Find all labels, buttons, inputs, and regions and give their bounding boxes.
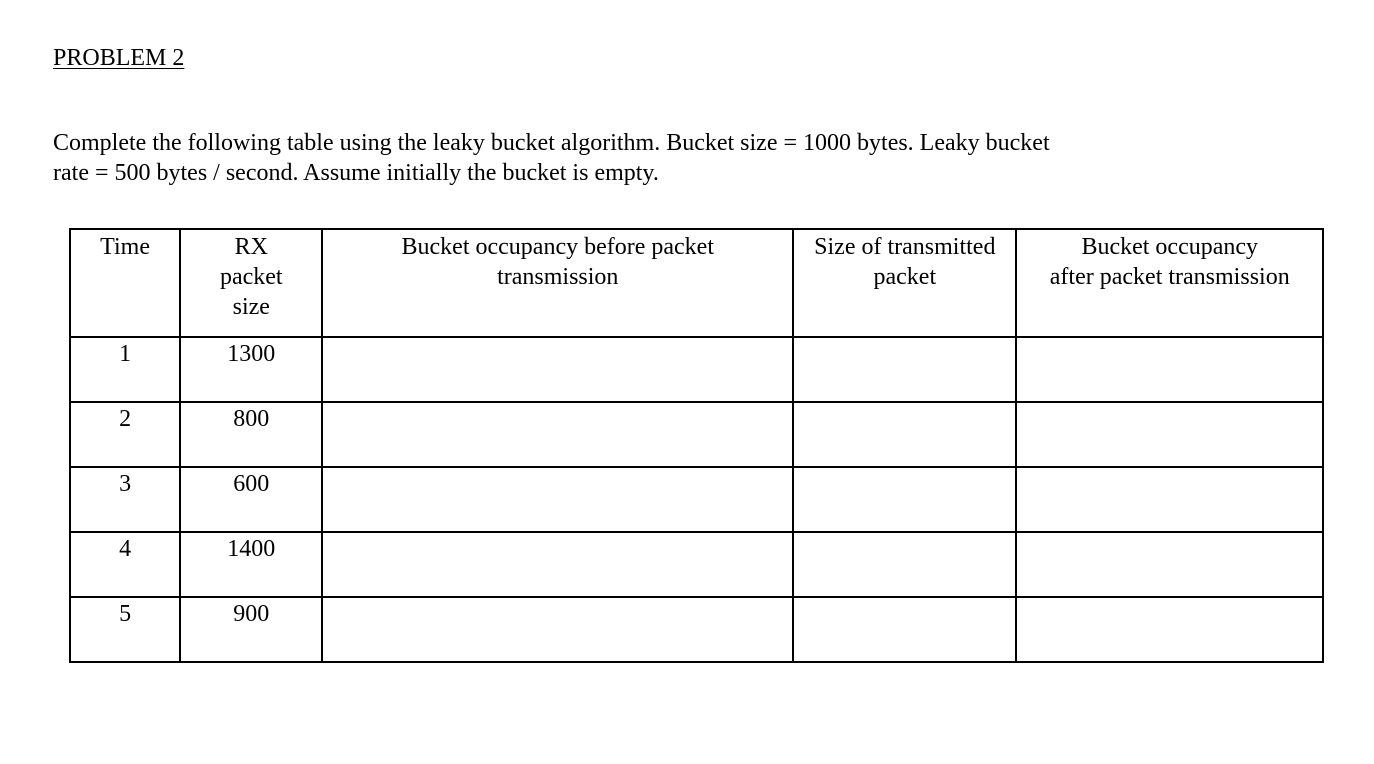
cell-time: 3 — [70, 467, 180, 532]
table-row — [70, 597, 1323, 662]
header-line: Size of transmitted — [814, 234, 996, 260]
cell-occupancy-before[interactable] — [322, 467, 793, 532]
header-line: transmission — [497, 264, 619, 290]
cell-transmitted-size[interactable] — [793, 532, 1016, 597]
cell-occupancy-before[interactable] — [322, 532, 793, 597]
cell-transmitted-size[interactable] — [793, 402, 1016, 467]
header-occupancy-before — [322, 229, 793, 337]
header-line: packet — [873, 264, 937, 290]
table-header-row — [70, 229, 1323, 337]
cell-rx-packet-size: 1400 — [180, 532, 322, 597]
cell-time: 2 — [70, 402, 180, 467]
header-line: Bucket occupancy — [1081, 234, 1259, 260]
table-row — [70, 467, 1323, 532]
instructions-line: Complete the following table using the leaky bucket algorithm. Bucket size = 1000 bytes. Leaky bucket — [53, 130, 1050, 156]
header-line: after packet transmission — [1049, 264, 1290, 290]
cell-rx-packet-size: 1300 — [180, 337, 322, 402]
cell-rx-packet-size: 800 — [180, 402, 322, 467]
header-rx-packet-size — [180, 229, 322, 337]
header-line: size — [232, 294, 270, 320]
table-row — [70, 532, 1323, 597]
cell-transmitted-size[interactable] — [793, 467, 1016, 532]
cell-occupancy-before[interactable] — [322, 337, 793, 402]
header-line: RX — [234, 234, 268, 260]
table-row — [70, 337, 1323, 402]
leaky-bucket-table — [69, 228, 1324, 663]
header-line: Bucket occupancy before packet — [401, 234, 715, 260]
cell-rx-packet-size: 900 — [180, 597, 322, 662]
cell-transmitted-size[interactable] — [793, 337, 1016, 402]
header-line: packet — [219, 264, 283, 290]
cell-occupancy-before[interactable] — [322, 597, 793, 662]
instructions-paragraph — [53, 128, 1333, 188]
header-occupancy-after — [1016, 229, 1323, 337]
header-line: Time — [100, 234, 150, 260]
cell-occupancy-after[interactable] — [1016, 337, 1323, 402]
cell-occupancy-after[interactable] — [1016, 532, 1323, 597]
cell-time: 5 — [70, 597, 180, 662]
cell-occupancy-after[interactable] — [1016, 467, 1323, 532]
cell-time: 4 — [70, 532, 180, 597]
page-title: PROBLEM 2 — [53, 45, 185, 71]
cell-transmitted-size[interactable] — [793, 597, 1016, 662]
instructions-line: rate = 500 bytes / second. Assume initially the bucket is empty. — [53, 160, 659, 186]
cell-time: 1 — [70, 337, 180, 402]
cell-occupancy-after[interactable] — [1016, 597, 1323, 662]
cell-occupancy-after[interactable] — [1016, 402, 1323, 467]
cell-occupancy-before[interactable] — [322, 402, 793, 467]
cell-rx-packet-size: 600 — [180, 467, 322, 532]
header-transmitted-size — [793, 229, 1016, 337]
header-time — [70, 229, 180, 337]
table-row — [70, 402, 1323, 467]
